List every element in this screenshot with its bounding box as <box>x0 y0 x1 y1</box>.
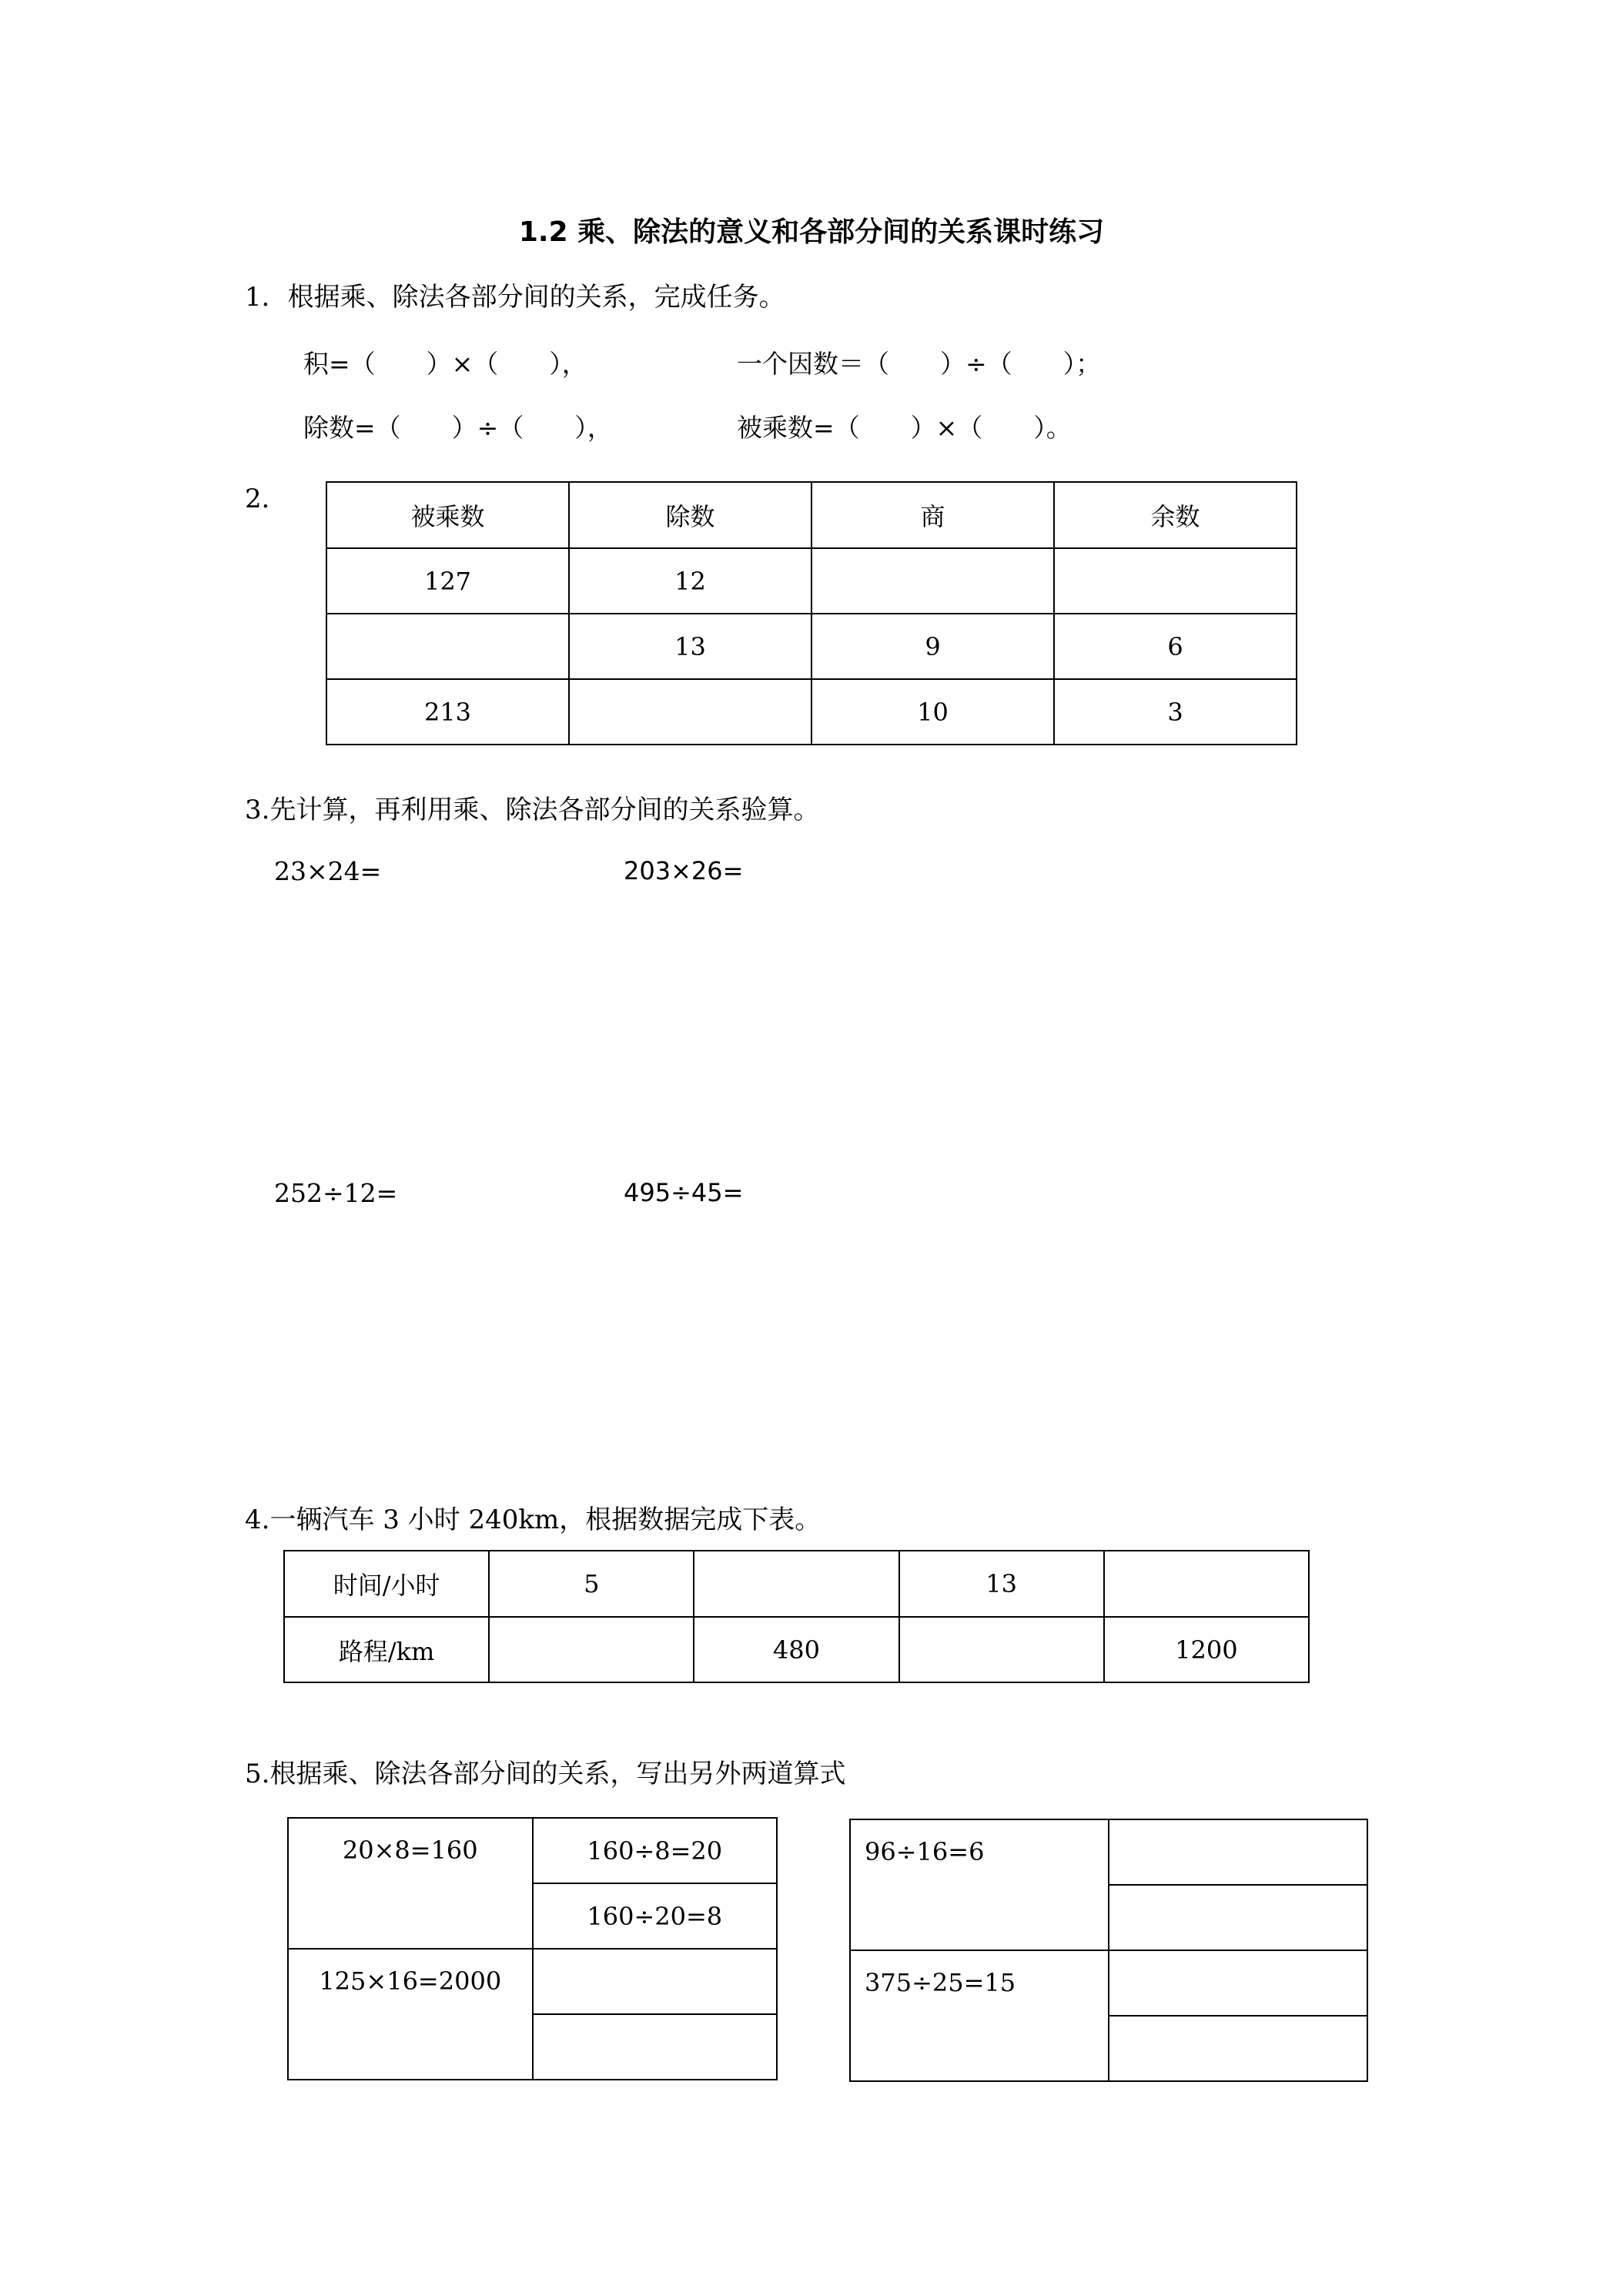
q4-answer-cell[interactable] <box>1104 1551 1309 1617</box>
q3-calc-1: 23×24= <box>274 856 382 886</box>
q2-answer-cell[interactable] <box>326 614 569 679</box>
q2-cell: 9 <box>812 614 1054 679</box>
question-4-label: 4.一辆汽车 3 小时 240km，根据数据完成下表。 <box>245 1504 822 1535</box>
q1-product-formula: 积=（ ）×（ ）， <box>303 349 587 379</box>
q3-calc-3: 252÷12= <box>274 1178 398 1208</box>
q5-given-equation: 96÷16=6 <box>850 1819 1109 1950</box>
q4-row-header-distance: 路程/km <box>284 1617 489 1682</box>
q2-header-divisor: 除数 <box>569 482 812 548</box>
q5-answer-cell[interactable] <box>1109 1819 1367 1885</box>
q5-right-table <box>849 1819 1368 2082</box>
question-1-label: 1．根据乘、除法各部分间的关系，完成任务。 <box>245 282 785 313</box>
q5-answer-cell[interactable] <box>1109 1885 1367 1950</box>
q5-left-table <box>287 1817 778 2080</box>
q4-answer-cell[interactable] <box>694 1551 899 1617</box>
q1-multiplicand-formula: 被乘数=（ ）×（ ）。 <box>737 413 1072 443</box>
q5-answer-cell[interactable] <box>1109 1950 1367 2016</box>
q2-cell: 10 <box>812 679 1054 745</box>
page-title: 1.2 乘、除法的意义和各部分间的关系课时练习 <box>518 216 1105 248</box>
q4-row-header-time: 时间/小时 <box>284 1551 489 1617</box>
q2-cell: 6 <box>1054 614 1297 679</box>
q4-cell: 1200 <box>1104 1617 1309 1682</box>
q3-calc-4: 495÷45= <box>624 1178 744 1207</box>
q2-header-remainder: 余数 <box>1054 482 1297 548</box>
q5-answer-cell[interactable] <box>1109 2016 1367 2081</box>
q2-header-quotient: 商 <box>812 482 1054 548</box>
q5-answer-cell[interactable] <box>533 1949 778 2014</box>
q4-answer-cell[interactable] <box>489 1617 694 1682</box>
q5-answer-cell[interactable]: 160÷8=20 <box>533 1818 778 1883</box>
q1-divisor-formula: 除数=（ ）÷（ ）， <box>303 413 613 443</box>
question-3-label: 3.先计算，再利用乘、除法各部分间的关系验算。 <box>245 795 820 825</box>
q2-cell: 13 <box>569 614 812 679</box>
q3-calc-2: 203×26= <box>624 856 744 885</box>
q1-factor-formula: 一个因数＝（ ）÷（ ）； <box>737 349 1102 379</box>
question-2-label: 2． <box>245 484 288 514</box>
q2-answer-cell[interactable] <box>1054 548 1297 614</box>
q2-answer-cell[interactable] <box>812 548 1054 614</box>
q5-answer-cell[interactable] <box>533 2014 778 2080</box>
q2-cell: 213 <box>326 679 569 745</box>
q5-given-equation: 20×8=160 <box>288 1818 533 1949</box>
q2-header-multiplicand: 被乘数 <box>326 482 569 548</box>
q2-answer-cell[interactable] <box>569 679 812 745</box>
q2-cell: 127 <box>326 548 569 614</box>
q4-cell: 480 <box>694 1617 899 1682</box>
q2-cell: 12 <box>569 548 812 614</box>
question-5-label: 5.根据乘、除法各部分间的关系，写出另外两道算式 <box>245 1759 846 1789</box>
q5-given-equation: 375÷25=15 <box>850 1950 1109 2081</box>
q5-given-equation: 125×16=2000 <box>288 1949 533 2080</box>
q4-table <box>283 1550 1310 1683</box>
q2-cell: 3 <box>1054 679 1297 745</box>
q2-table <box>326 481 1297 745</box>
q4-cell: 5 <box>489 1551 694 1617</box>
q4-cell: 13 <box>899 1551 1104 1617</box>
q4-answer-cell[interactable] <box>899 1617 1104 1682</box>
q5-answer-cell[interactable]: 160÷20=8 <box>533 1883 778 1949</box>
